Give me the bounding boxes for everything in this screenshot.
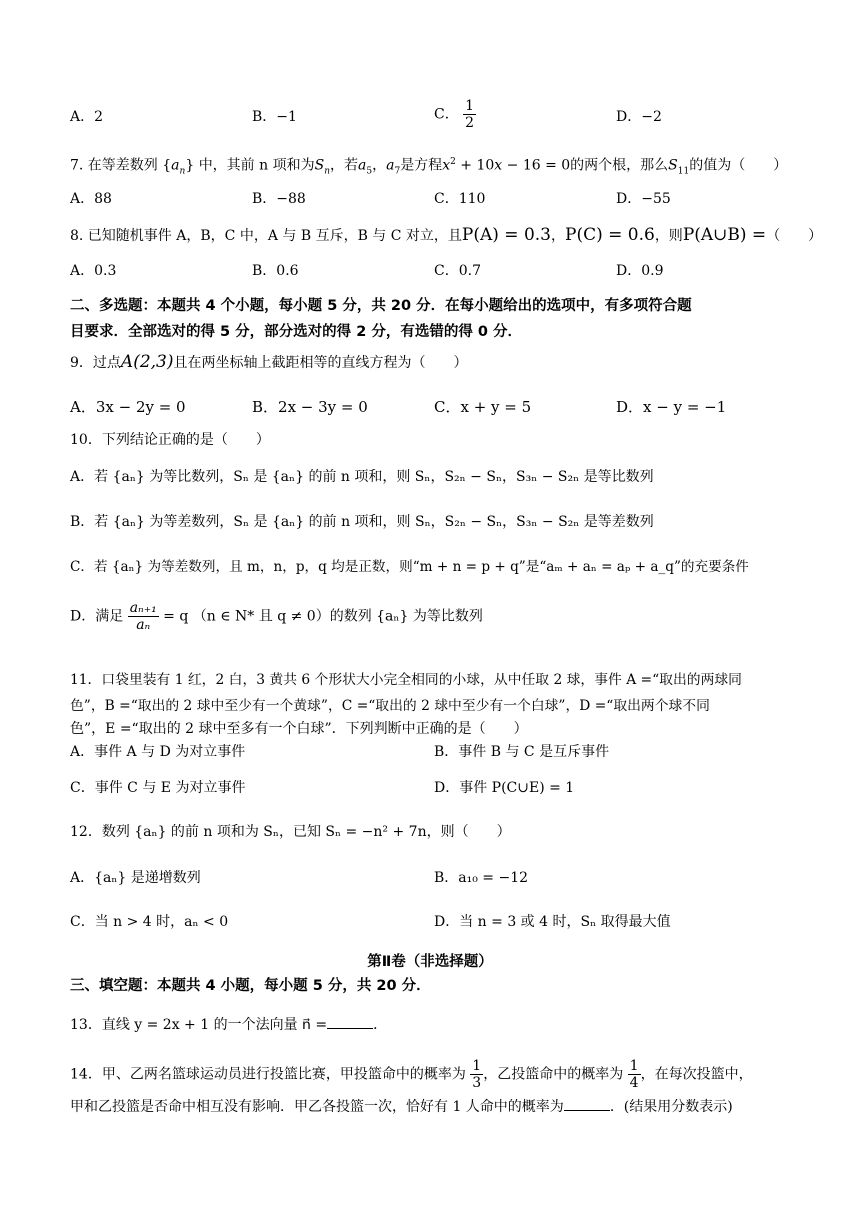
fraction-numerator: aₙ₊₁: [129, 600, 157, 616]
q10-stem: 10．下列结论正确的是（ ）: [70, 432, 270, 448]
section3-heading: 三、填空题：本题共 4 小题，每小题 5 分，共 20 分．: [70, 978, 431, 994]
q7-option-c: C．110: [434, 191, 486, 207]
q9-stem: [70, 352, 820, 373]
q9-pre: 9．过点: [70, 355, 121, 371]
q14-line2-pre: 甲和乙投篮是否命中相互没有影响．甲乙各投篮一次，恰好有 1 人命中的概率为: [70, 1099, 564, 1115]
q8-stem-text: 8. 已知随机事件 A，B，C 中，A 与 B 互斥，B 与 C 对立，且: [70, 228, 462, 244]
q7-stem-mid3: ，: [372, 157, 387, 174]
q14-post: ，在每次投篮中，: [640, 1066, 753, 1083]
q8-option-a: A．0.3: [70, 263, 117, 279]
q12-option-c: C．当 n > 4 时，aₙ < 0: [70, 914, 229, 930]
q14-line2: [70, 1096, 820, 1117]
q8-prob-a: P(A) = 0.3: [461, 225, 551, 245]
q11-option-a: A．事件 A 与 D 为对立事件: [70, 744, 246, 760]
q11-stem-line1: 11．口袋里装有 1 红，2 白，3 黄共 6 个形状大小完全相同的小球，从中任取 2 球，事件 A =“取出的两球同: [70, 672, 742, 688]
q10-option-c: C．若 {aₙ} 为等差数列，且 m，n，p，q 均是正数，则“m + n = p + q”是“aₘ + aₙ = aₚ + a_q”的充要条件: [70, 559, 749, 575]
q10-option-d-pre: D．满足: [70, 608, 124, 625]
q14-line2-post: ．(结果用分数表示): [609, 1099, 733, 1115]
q10-option-d: [70, 600, 820, 633]
q10-option-d-fraction: [128, 600, 159, 633]
q7-stem-end: 的值为（ ）: [689, 157, 788, 174]
fraction-numerator: 1: [472, 1058, 482, 1074]
q11-stem-line3: 色”，E =“取出的 2 球中至多有一个白球”．下列判断中正确的是（ ）: [70, 721, 528, 737]
q14-line1: [70, 1058, 820, 1091]
q7-stem-prefix: 7. 在等差数列: [70, 157, 158, 174]
q11-stem-line2: 色”，B =“取出的 2 球中至少有一个黄球”，C =“取出的 2 球中至少有一个白球”，D =“取出两个球不同: [70, 698, 710, 714]
q9-option-a: A．3x − 2y = 0: [70, 398, 186, 416]
q9-point: A(2,3): [120, 352, 174, 372]
q8-prob-c: P(C) = 0.6: [565, 225, 655, 245]
q10-option-b: B．若 {aₙ} 为等差数列，Sₙ 是 {aₙ} 的前 n 项和，则 Sₙ，S₂ₙ − Sₙ，S₃ₙ − S₂ₙ 是等差数列: [70, 514, 654, 530]
fraction-denominator: 2: [465, 115, 475, 131]
q7-stem: 7. 在等差数列 $\{a_n\}$ 中，其前 n 项和为$S_n$，若$a_5$，$a_7$是方程$x^2 + 10x - 16 = 0$的两个根，那么$S_{11}$的值为（ ）: [70, 157, 788, 177]
q8-mid: ，则: [654, 228, 683, 244]
q14-pre: 14．甲、乙两名篮球运动员进行投篮比赛，甲投篮命中的概率为: [70, 1066, 466, 1083]
q12-stem: 12．数列 {aₙ} 的前 n 项和为 Sₙ，已知 Sₙ = −n² + 7n，则（ ）: [70, 824, 511, 840]
q11-option-c: C．事件 C 与 E 为对立事件: [70, 780, 246, 796]
q14-mid: ，乙投篮命中的概率为: [483, 1066, 624, 1083]
q10-option-d-post: = q （n ∈ N* 且 q ≠ 0）的数列 {aₙ} 为等比数列: [163, 608, 483, 625]
q14-fraction-2: [628, 1058, 641, 1091]
q14-answer-blank[interactable]: [564, 1096, 610, 1111]
q12-option-d: D．当 n = 3 或 4 时，Sₙ 取得最大值: [434, 914, 671, 930]
q9-option-b: B．2x − 3y = 0: [252, 398, 368, 416]
q13-answer-blank[interactable]: [327, 1014, 373, 1029]
q14-fraction-1: [470, 1058, 483, 1091]
q6-option-b: B．−1: [252, 109, 297, 125]
q9-post: 且在两坐标轴上截距相等的直线方程为（ ）: [173, 355, 468, 371]
q11-option-b: B．事件 B 与 C 是互斥事件: [434, 744, 610, 760]
q8-option-c: C．0.7: [434, 263, 481, 279]
q8-option-d: D．0.9: [616, 263, 664, 279]
fraction-numerator: 1: [629, 1058, 639, 1074]
q7-option-b: B．−88: [252, 191, 306, 207]
q9-option-c: C．x + y = 5: [434, 398, 532, 416]
fraction-denominator: 4: [629, 1075, 639, 1091]
q8-prob-aub: P(A∪B) =: [682, 225, 767, 245]
q6-option-c-label: C．: [434, 106, 459, 123]
q6-option-c: [434, 98, 476, 131]
q6-option-c-fraction: [463, 98, 476, 131]
fraction-denominator: aₙ: [136, 617, 151, 633]
q7-stem-mid: 中，其前 n 项和为: [198, 157, 315, 174]
q11-option-d: D．事件 P(C∪E) = 1: [434, 780, 575, 796]
q8-end: （ ）: [766, 228, 823, 244]
section2-heading-line1: 二、多选题：本题共 4 个小题，每小题 5 分，共 20 分．在每小题给出的选项中，有多项符合题: [70, 298, 692, 314]
part2-title: 第Ⅱ卷（非选择题）: [367, 954, 493, 970]
q7-option-d: D．−55: [616, 191, 671, 207]
q7-stem-mid4: 是方程: [400, 157, 443, 174]
q13-pre: 13．直线 y = 2x + 1 的一个法向量 n⃗ =: [70, 1017, 328, 1033]
q6-option-a: A．2: [70, 109, 104, 125]
q8-option-b: B．0.6: [252, 263, 299, 279]
q12-option-a: A．{aₙ} 是递增数列: [70, 870, 201, 886]
q13-stem: [70, 1014, 820, 1035]
q10-option-a: A．若 {aₙ} 为等比数列，Sₙ 是 {aₙ} 的前 n 项和，则 Sₙ，S₂ₙ − Sₙ，S₃ₙ − S₂ₙ 是等比数列: [70, 469, 654, 485]
fraction-denominator: 3: [472, 1075, 482, 1091]
q6-option-d: D．−2: [616, 109, 662, 125]
q9-option-d: D．x − y = −1: [616, 398, 727, 416]
q7-stem-mid5: 的两个根，那么: [570, 157, 669, 174]
q7-option-a: A．88: [70, 191, 112, 207]
q12-option-b: B．a₁₀ = −12: [434, 870, 529, 886]
q8-stem: [70, 225, 823, 246]
section2-heading-line2: 目要求．全部选对的得 5 分，部分选对的得 2 分，有选错的得 0 分．: [70, 324, 523, 340]
q8-sep: ，: [551, 228, 565, 244]
q13-post: ．: [373, 1017, 388, 1033]
fraction-numerator: 1: [465, 98, 475, 114]
q7-stem-mid2: ，若: [330, 157, 358, 174]
